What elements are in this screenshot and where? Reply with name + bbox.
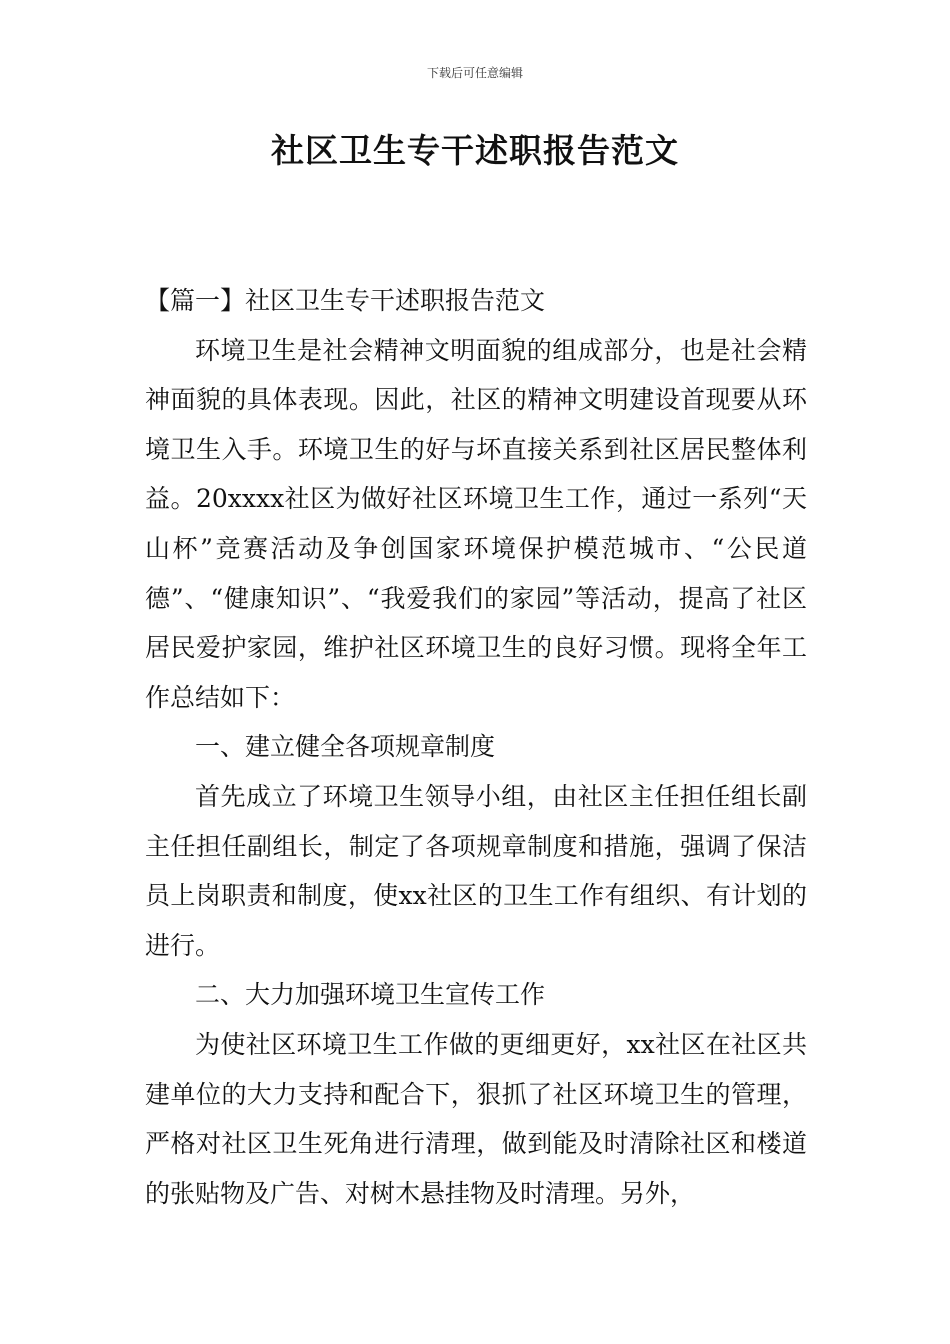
paragraph-intro: 环境卫生是社会精神文明面貌的组成部分，也是社会精神面貌的具体表现。因此，社区的精神文明建设首现要从环境卫生入手。环境卫生的好与坏直接关系到社区居民整体利益。20xxxx社区为做好社区环境卫生工作，通过一系列“天山杯”竞赛活动及争创国家环境保护模范城市、“公民道德”、“健康知识”、“我爱我们的家园”等活动，提高了社区居民爱护家园，维护社区环境卫生的良好习惯。现将全年工作总结如下： xyxy=(145,335,807,712)
header-note: 下载后可任意编辑 xyxy=(426,66,523,80)
paragraph-regulations: 首先成立了环境卫生领导小组，由社区主任担任组长副主任担任副组长，制定了各项规章制度和措施，强调了保洁员上岗职责和制度，使xx社区的卫生工作有组织、有计划的进行。 xyxy=(145,781,807,960)
paragraph-publicity: 为使社区环境卫生工作做的更细更好，xx社区在社区共建单位的大力支持和配合下，狠抓了社区环境卫生的管理，严格对社区卫生死角进行清理，做到能及时清除社区和楼道的张贴物及广告、对树木悬挂物及时清理。另外， xyxy=(145,1029,807,1208)
subheading-regulations: 一、建立健全各项规章制度 xyxy=(195,732,496,762)
subheading-publicity: 二、大力加强环境卫生宣传工作 xyxy=(195,980,546,1010)
document-title: 社区卫生专干述职报告范文 xyxy=(271,131,679,170)
document-body xyxy=(145,276,807,1218)
section-heading: 【篇一】社区卫生专干述职报告范文 xyxy=(145,286,546,315)
